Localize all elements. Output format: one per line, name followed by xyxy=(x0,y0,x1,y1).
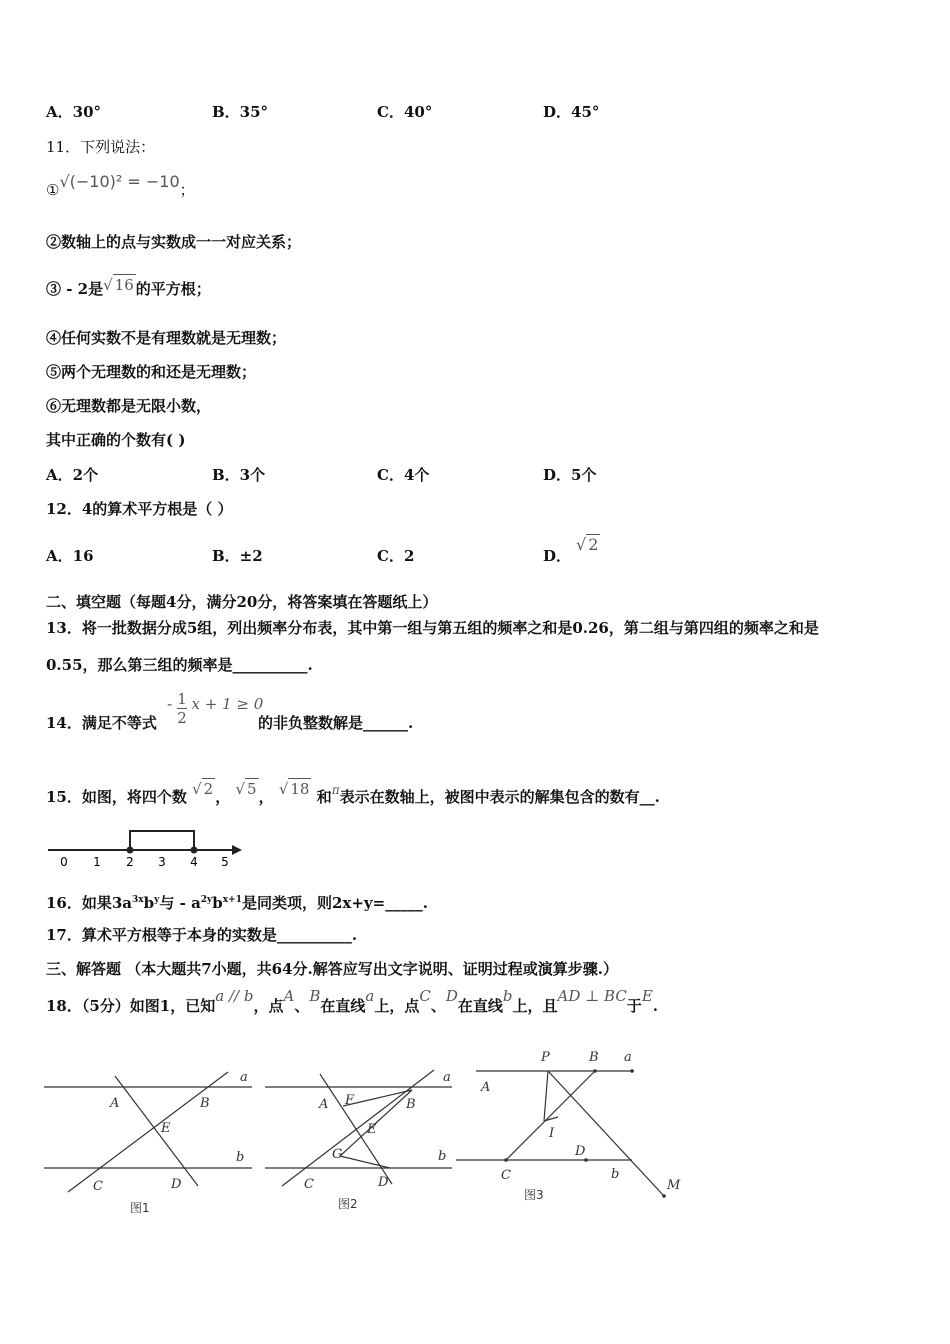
tick-label-4: 4 xyxy=(190,855,198,869)
q11-s1-end: ； xyxy=(179,181,195,199)
q11-option-c: C．4个 xyxy=(377,466,430,484)
q16-exp-2: y xyxy=(154,895,160,905)
tick-label-2: 2 xyxy=(126,855,134,869)
number-line xyxy=(44,826,244,872)
q12-option-d: D． xyxy=(543,547,572,565)
q18-t1: ，点 xyxy=(253,997,284,1015)
tick-label-0: 0 xyxy=(60,855,68,869)
fig3-label-A: A xyxy=(481,1080,491,1095)
q15-r3: 18 xyxy=(290,780,310,798)
figure-2 xyxy=(262,1062,458,1222)
fig3-segment-i xyxy=(544,1117,558,1121)
q15-sqrt-18: √ 18 xyxy=(278,780,310,798)
q16-exp-1: 3x xyxy=(132,895,144,905)
number-line-point-2 xyxy=(127,847,134,854)
fig2-label-A: A xyxy=(319,1097,329,1112)
q18-m6: D xyxy=(445,987,458,1005)
q15-comma-2: ， xyxy=(258,788,274,806)
q16-exp-4: x+1 xyxy=(222,895,242,905)
q12-option-d-sqrt: √ 2 xyxy=(576,535,599,554)
q16-m1: b xyxy=(143,894,155,912)
fig2-caption: 图2 xyxy=(338,1197,358,1211)
q11-s1-mark: ① xyxy=(46,181,60,199)
q14-fraction xyxy=(177,690,187,727)
q15-r1: 2 xyxy=(203,780,214,798)
q15-pre: 15．如图，将四个数 xyxy=(46,788,187,806)
q16-m2: b xyxy=(212,894,223,912)
q11-s3-post: 的平方根； xyxy=(135,280,211,298)
q15-stem xyxy=(46,780,660,808)
fig1-caption: 图1 xyxy=(130,1201,150,1215)
q10-option-d: D．45° xyxy=(543,103,600,121)
q11-option-a: A．2个 xyxy=(46,466,99,484)
tick-label-1: 1 xyxy=(93,855,101,869)
fig2-segment-gd xyxy=(340,1156,390,1168)
q18-t9: . xyxy=(652,997,658,1015)
q12-option-c: C．2 xyxy=(377,547,415,565)
q15-sqrt-5: √ 5 xyxy=(235,780,257,798)
q11-s3-pre: ③ - 2是 xyxy=(46,280,104,298)
q11-statement-2: ②数轴上的点与实数成一一对应关系； xyxy=(46,233,302,251)
q18-text xyxy=(46,987,658,1016)
q11-statement-4: ④任何实数不是有理数就是无理数； xyxy=(46,329,287,347)
q11-statement-1 xyxy=(46,172,195,199)
q18-pre: 18．（5分）如图1，已知 xyxy=(46,997,216,1015)
q10-option-c: C．40° xyxy=(377,103,433,121)
q18-t6: 在直线 xyxy=(457,997,503,1015)
q11-statement-6: ⑥无理数都是无限小数， xyxy=(46,397,212,415)
fig3-point-b xyxy=(593,1069,597,1073)
number-line-arrow xyxy=(232,845,242,855)
fig1-label-E: E xyxy=(161,1121,171,1136)
fig2-label-b: b xyxy=(438,1149,447,1164)
q15-comma-1: ， xyxy=(215,788,231,806)
q16-pre: 16．如果3a xyxy=(46,894,133,912)
fig3-caption: 图3 xyxy=(524,1188,544,1202)
q16-mid: 与 - a xyxy=(159,894,201,912)
fig2-label-D: D xyxy=(378,1175,389,1190)
q11-question: 其中正确的个数有( ) xyxy=(46,431,186,449)
q14-numerator: 1 xyxy=(177,690,187,708)
q11-s3-radicand: 16 xyxy=(114,276,134,294)
q18-m4: a xyxy=(365,987,375,1005)
q11-statement-3 xyxy=(46,274,211,298)
q16-exp-3: 2y xyxy=(200,895,213,905)
fig1-label-D: D xyxy=(171,1177,182,1192)
q15-pi: π xyxy=(331,783,340,797)
q18-t7: 上，且 xyxy=(512,997,558,1015)
fig2-label-G: G xyxy=(332,1147,343,1162)
q12-option-b: B．±2 xyxy=(212,547,263,565)
q18-m9: E xyxy=(641,987,653,1005)
q18-m5: C xyxy=(419,987,431,1005)
q14-post: 的非负整数解是______. xyxy=(258,714,414,732)
fig3-label-I: I xyxy=(549,1126,555,1141)
fig1-label-b: b xyxy=(236,1150,245,1165)
q18-t3: 在直线 xyxy=(320,997,366,1015)
figure-3 xyxy=(454,1044,694,1204)
q18-t8: 于 xyxy=(626,997,642,1015)
fig2-label-E: E xyxy=(367,1122,377,1137)
fig3-label-a: a xyxy=(624,1050,632,1065)
q11-option-d: D．5个 xyxy=(543,466,597,484)
q12-stem: 12．4的算术平方根是（ ） xyxy=(46,500,233,518)
q10-option-a: A．30° xyxy=(46,103,102,121)
fig3-segment-pi xyxy=(544,1071,548,1121)
fig2-label-F: F xyxy=(345,1093,355,1108)
q14-tail: x + 1 ≥ 0 xyxy=(191,694,264,713)
fig2-label-a: a xyxy=(443,1070,451,1085)
q13-line-1: 13．将一批数据分成5组，列出频率分布表，其中第一组与第五组的频率之和是0.26，第二组与第四组的频率之和是 xyxy=(46,619,819,637)
fig3-point-c xyxy=(504,1158,508,1162)
fig1-label-a: a xyxy=(240,1070,248,1085)
q15-sqrt-2: √ 2 xyxy=(192,780,214,798)
fig2-label-C: C xyxy=(304,1177,314,1192)
fig1-label-B: B xyxy=(200,1096,210,1111)
figure-1 xyxy=(40,1064,262,1224)
fig3-label-D: D xyxy=(575,1144,586,1159)
q16-text xyxy=(46,890,428,913)
tick-label-5: 5 xyxy=(221,855,229,869)
fig3-label-b: b xyxy=(611,1167,620,1182)
q18-m3: B xyxy=(309,987,321,1005)
q11-s3-sqrt: √ 16 xyxy=(103,276,134,294)
fig2-label-B: B xyxy=(406,1097,416,1112)
q14-minus: - xyxy=(167,694,173,713)
fig1-segment-ad xyxy=(115,1076,198,1186)
q13-line-2: 0.55，那么第三组的频率是__________. xyxy=(46,656,313,674)
q18-m1: a // b xyxy=(215,987,254,1005)
q12-d-radicand: 2 xyxy=(588,535,599,554)
section-2-heading: 二、填空题（每题4分，满分20分，将答案填在答题纸上） xyxy=(46,593,438,611)
q15-r2: 5 xyxy=(247,780,257,798)
q11-stem: 11．下列说法： xyxy=(46,138,156,156)
fig1-segment-bc xyxy=(68,1072,228,1192)
fig1-label-A: A xyxy=(110,1096,120,1111)
q15-post: 表示在数轴上，被图中表示的解集包含的数有__. xyxy=(339,788,660,806)
fig3-point-m xyxy=(662,1194,666,1198)
q14-denominator: 2 xyxy=(177,709,187,727)
q18-t4: 上，点 xyxy=(374,997,420,1015)
q10-option-b: B．35° xyxy=(212,103,269,121)
q18-m7: b xyxy=(502,987,513,1005)
q16-post: 是同类项，则2x+y=_____. xyxy=(241,894,428,912)
fig3-label-C: C xyxy=(501,1168,511,1183)
q18-m2: A xyxy=(283,987,295,1005)
q11-s1-formula: √(−10)² = −10 xyxy=(59,172,180,191)
fig3-ray-pm xyxy=(548,1071,664,1196)
fig1-label-C: C xyxy=(93,1179,103,1194)
q12-option-a: A．16 xyxy=(46,547,94,565)
section-3-heading: 三、解答题 （本大题共7小题，共64分.解答应写出文字说明、证明过程或演算步骤.） xyxy=(46,960,618,978)
q14-text: 14．满足不等式 xyxy=(46,714,157,732)
fig3-point-a-end xyxy=(630,1069,634,1073)
q18-m8: AD ⊥ BC xyxy=(557,987,627,1005)
tick-label-3: 3 xyxy=(158,855,166,869)
q14-inequality xyxy=(167,690,263,727)
number-line-point-4 xyxy=(191,847,198,854)
number-line-bracket xyxy=(130,831,194,850)
q17-text: 17．算术平方根等于本身的实数是__________. xyxy=(46,926,358,944)
fig3-label-B: B xyxy=(589,1050,599,1065)
fig3-label-P: P xyxy=(541,1050,550,1065)
fig3-label-M: M xyxy=(667,1178,681,1193)
q18-t5: 、 xyxy=(430,997,446,1015)
q11-option-b: B．3个 xyxy=(212,466,266,484)
q18-t2: 、 xyxy=(294,997,310,1015)
q15-and: 和 xyxy=(316,788,332,806)
q11-statement-5: ⑤两个无理数的和还是无理数； xyxy=(46,363,257,381)
